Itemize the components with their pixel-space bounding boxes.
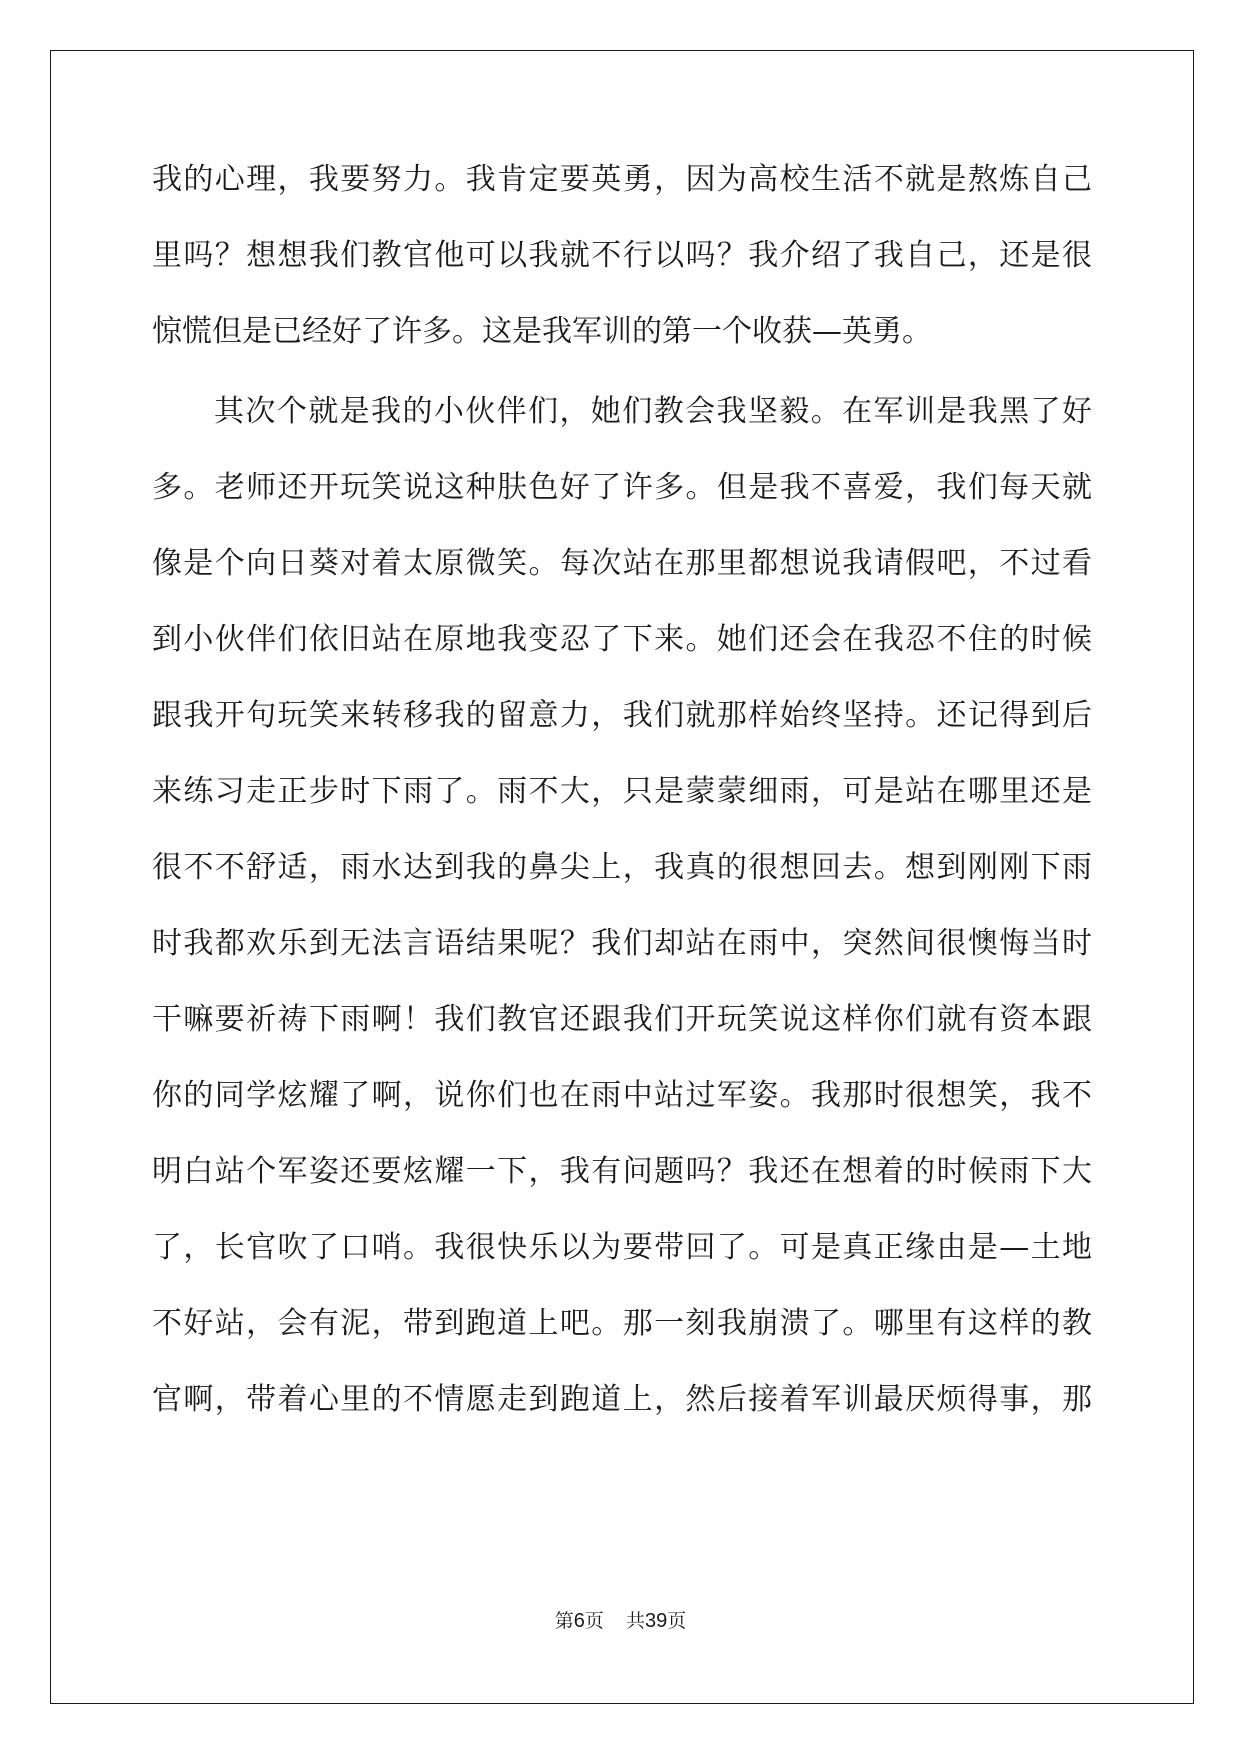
text-line: 到小伙伴们依旧站在原地我变忍了下来。她们还会在我忍不住的时候 xyxy=(152,622,1092,657)
text-line: 多。老师还开玩笑说这种肤色好了许多。但是我不喜爱，我们每天就 xyxy=(152,470,1092,505)
text-line: 你的同学炫耀了啊，说你们也在雨中站过军姿。我那时很想笑，我不 xyxy=(152,1078,1092,1113)
text-line: 干嘛要祈祷下雨啊！我们教官还跟我们开玩笑说这样你们就有资本跟 xyxy=(152,1002,1092,1037)
text-line-paragraph-start: 其次个就是我的小伙伴们，她们教会我坚毅。在军训是我黑了好 xyxy=(214,394,1092,429)
page-number: 6 xyxy=(573,1610,585,1632)
text-line: 很不不舒适，雨水达到我的鼻尖上，我真的很想回去。想到刚刚下雨 xyxy=(152,850,1092,885)
total-pages: 39 xyxy=(644,1610,668,1632)
text-line: 来练习走正步时下雨了。雨不大，只是蒙蒙细雨，可是站在哪里还是 xyxy=(152,774,1092,809)
text-line: 官啊，带着心里的不情愿走到跑道上，然后接着军训最厌烦得事，那 xyxy=(152,1382,1092,1417)
text-line: 里吗？想想我们教官他可以我就不行以吗？我介绍了我自己，还是很 xyxy=(152,238,1092,273)
total-prefix: 共 xyxy=(625,1610,645,1632)
page-prefix: 第 xyxy=(554,1610,574,1632)
text-line: 了，长官吹了口哨。我很快乐以为要带回了。可是真正缘由是—土地 xyxy=(152,1230,1092,1265)
text-line: 时我都欢乐到无法言语结果呢？我们却站在雨中，突然间很懊悔当时 xyxy=(152,926,1092,961)
total-suffix: 页 xyxy=(667,1610,687,1632)
page-footer xyxy=(0,1606,1241,1633)
text-line: 惊慌但是已经好了许多。这是我军训的第一个收获—英勇。 xyxy=(152,314,932,349)
text-line: 明白站个军姿还要炫耀一下，我有问题吗？我还在想着的时候雨下大 xyxy=(152,1154,1092,1189)
text-line: 我的心理，我要努力。我肯定要英勇，因为高校生活不就是熬炼自己 xyxy=(152,162,1092,197)
text-line: 跟我开句玩笑来转移我的留意力，我们就那样始终坚持。还记得到后 xyxy=(152,698,1092,733)
text-line: 像是个向日葵对着太原微笑。每次站在那里都想说我请假吧，不过看 xyxy=(152,546,1092,581)
page-suffix: 页 xyxy=(584,1610,604,1632)
text-line: 不好站，会有泥，带到跑道上吧。那一刻我崩溃了。哪里有这样的教 xyxy=(152,1306,1092,1341)
